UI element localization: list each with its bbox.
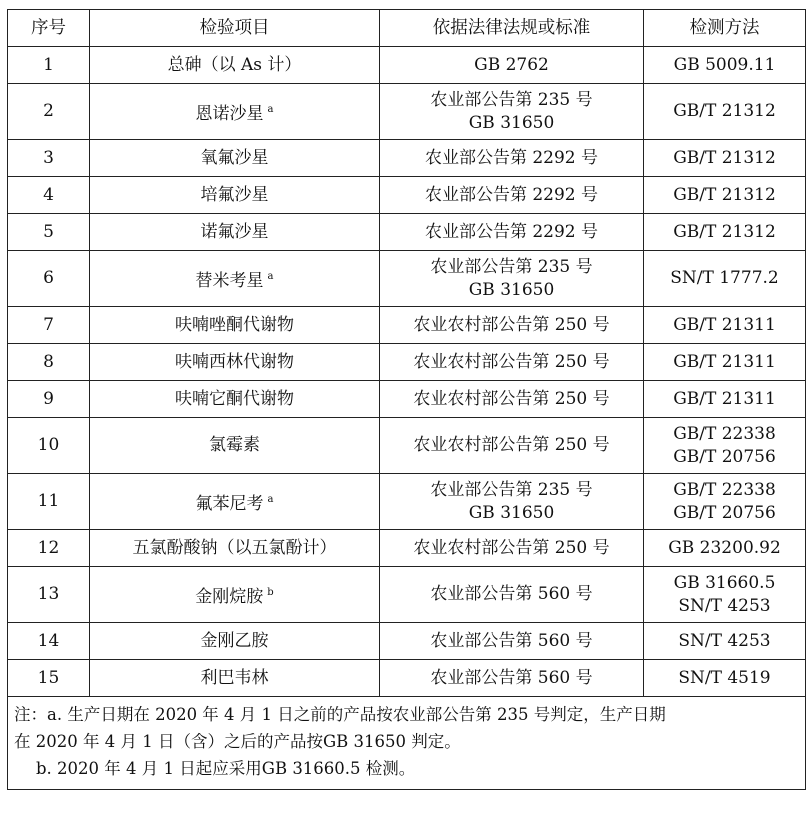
cell-no: 8: [8, 344, 90, 381]
method-line: GB/T 20756: [673, 502, 776, 523]
inspection-table-container: [7, 9, 805, 790]
table-row: [8, 307, 806, 344]
cell-basis: [380, 660, 644, 697]
cell-method: [644, 418, 806, 474]
cell-item: [90, 140, 380, 177]
basis-line: GB 31650: [468, 112, 555, 133]
cell-no: 11: [8, 474, 90, 530]
cell-no: 14: [8, 623, 90, 660]
method-line: GB 31660.5: [673, 572, 776, 593]
table-body: [8, 47, 806, 697]
cell-basis: [380, 623, 644, 660]
cell-item: [90, 344, 380, 381]
basis-line: 农业部公告第 235 号: [430, 89, 593, 110]
cell-item: [90, 84, 380, 140]
basis-line: GB 31650: [468, 502, 555, 523]
footnote-marker: a: [267, 493, 274, 505]
cell-no: 3: [8, 140, 90, 177]
table-row: [8, 474, 806, 530]
cell-basis: [380, 307, 644, 344]
cell-method: [644, 251, 806, 307]
header-basis: 依据法律法规或标准: [380, 10, 644, 47]
method-line: SN/T 4519: [678, 667, 771, 688]
cell-no: 6: [8, 251, 90, 307]
method-line: GB/T 21311: [673, 314, 776, 335]
cell-no: 15: [8, 660, 90, 697]
table-row: [8, 140, 806, 177]
cell-no: 2: [8, 84, 90, 140]
table-row: [8, 530, 806, 567]
item-name: 氧氟沙星: [200, 147, 269, 168]
cell-no: 4: [8, 177, 90, 214]
basis-line: 农业部公告第 235 号: [430, 479, 593, 500]
cell-method: [644, 567, 806, 623]
item-name: 呋喃西林代谢物: [175, 351, 294, 372]
item-name: 氟苯尼考: [195, 493, 264, 514]
cell-basis: [380, 214, 644, 251]
table-row: [8, 84, 806, 140]
cell-method: [644, 307, 806, 344]
cell-item: [90, 177, 380, 214]
method-line: GB/T 21312: [673, 101, 776, 121]
cell-item: [90, 418, 380, 474]
note-row: [8, 697, 806, 790]
basis-line: 农业农村部公告第 250 号: [413, 314, 610, 335]
cell-basis: [380, 418, 644, 474]
footnote-marker: a: [267, 270, 274, 282]
basis-line: 农业农村部公告第 250 号: [413, 537, 610, 558]
note-line-a1: 注：a. 生产日期在 2020 年 4 月 1 日之前的产品按农业部公告第 235 号判定，生产日期: [14, 705, 666, 724]
item-name: 呋喃唑酮代谢物: [175, 314, 294, 335]
method-line: GB/T 22338: [673, 423, 776, 444]
basis-line: 农业农村部公告第 250 号: [413, 388, 610, 409]
header-item: 检验项目: [90, 10, 380, 47]
table-row: [8, 251, 806, 307]
footnote-marker: b: [267, 586, 274, 598]
cell-basis: [380, 474, 644, 530]
table-row: [8, 381, 806, 418]
note-line-b: b. 2020 年 4 月 1 日起应采用GB 31660.5 检测。: [36, 759, 416, 778]
cell-item: [90, 530, 380, 567]
cell-no: 10: [8, 418, 90, 474]
basis-line: 农业部公告第 2292 号: [424, 221, 599, 242]
item-name: 诺氟沙星: [200, 221, 269, 242]
table-row: [8, 344, 806, 381]
item-name: 氯霉素: [209, 435, 260, 455]
method-line: SN/T 1777.2: [670, 268, 779, 288]
cell-item: [90, 251, 380, 307]
cell-no: 7: [8, 307, 90, 344]
cell-basis: [380, 381, 644, 418]
basis-line: 农业农村部公告第 250 号: [413, 351, 610, 372]
method-line: GB/T 21311: [673, 351, 776, 372]
table-row: [8, 418, 806, 474]
basis-line: 农业部公告第 560 号: [430, 584, 593, 604]
footnote-marker: a: [267, 103, 274, 115]
item-name: 金刚乙胺: [200, 630, 269, 651]
cell-method: [644, 84, 806, 140]
cell-basis: [380, 84, 644, 140]
basis-line: GB 31650: [468, 279, 555, 300]
cell-method: [644, 660, 806, 697]
item-name: 呋喃它酮代谢物: [175, 388, 294, 409]
cell-item: [90, 381, 380, 418]
note-line-a2: 在 2020 年 4 月 1 日（含）之后的产品按GB 31650 判定。: [14, 732, 461, 751]
cell-item: [90, 307, 380, 344]
method-line: GB/T 21312: [673, 221, 776, 242]
cell-item: [90, 214, 380, 251]
cell-basis: [380, 177, 644, 214]
cell-item: [90, 474, 380, 530]
cell-no: 12: [8, 530, 90, 567]
cell-method: [644, 474, 806, 530]
cell-item: [90, 623, 380, 660]
cell-no: 1: [8, 47, 90, 84]
method-line: GB/T 20756: [673, 446, 776, 467]
note-cell: [8, 697, 806, 790]
basis-line: GB 2762: [474, 54, 549, 75]
basis-line: 农业部公告第 2292 号: [424, 147, 599, 168]
table-row: [8, 177, 806, 214]
cell-basis: [380, 567, 644, 623]
method-line: GB/T 21311: [673, 388, 776, 409]
cell-method: [644, 140, 806, 177]
table-row: [8, 623, 806, 660]
cell-method: [644, 344, 806, 381]
method-line: GB 5009.11: [673, 54, 776, 75]
item-name: 恩诺沙星: [195, 103, 264, 124]
cell-method: [644, 214, 806, 251]
basis-line: 农业部公告第 235 号: [430, 256, 593, 277]
item-name: 利巴韦林: [200, 667, 269, 688]
header-row: [8, 10, 806, 47]
method-line: GB/T 21312: [673, 147, 776, 168]
inspection-table: [7, 9, 806, 790]
table-row: [8, 47, 806, 84]
cell-no: 9: [8, 381, 90, 418]
cell-item: [90, 660, 380, 697]
table-row: [8, 567, 806, 623]
cell-method: [644, 530, 806, 567]
method-line: SN/T 4253: [678, 595, 771, 616]
cell-method: [644, 623, 806, 660]
cell-basis: [380, 251, 644, 307]
cell-basis: [380, 344, 644, 381]
item-name: 五氯酚酸钠（以五氯酚计）: [132, 537, 337, 558]
cell-method: [644, 381, 806, 418]
basis-line: 农业农村部公告第 250 号: [413, 435, 610, 455]
cell-method: [644, 177, 806, 214]
item-name: 金刚烷胺: [195, 586, 264, 607]
method-line: SN/T 4253: [678, 630, 771, 651]
cell-no: 5: [8, 214, 90, 251]
cell-basis: [380, 530, 644, 567]
method-line: GB 23200.92: [668, 537, 781, 558]
method-line: GB/T 21312: [673, 184, 776, 205]
basis-line: 农业部公告第 2292 号: [424, 184, 599, 205]
method-line: GB/T 22338: [673, 479, 776, 500]
cell-basis: [380, 47, 644, 84]
item-name: 替米考星: [195, 270, 264, 291]
cell-basis: [380, 140, 644, 177]
item-name: 总砷（以 As 计）: [167, 54, 302, 75]
cell-method: [644, 47, 806, 84]
cell-no: 13: [8, 567, 90, 623]
table-row: [8, 214, 806, 251]
header-no: 序号: [8, 10, 90, 47]
cell-item: [90, 47, 380, 84]
basis-line: 农业部公告第 560 号: [430, 630, 593, 651]
cell-item: [90, 567, 380, 623]
basis-line: 农业部公告第 560 号: [430, 667, 593, 688]
table-row: [8, 660, 806, 697]
header-method: 检测方法: [644, 10, 806, 47]
item-name: 培氟沙星: [200, 184, 269, 205]
